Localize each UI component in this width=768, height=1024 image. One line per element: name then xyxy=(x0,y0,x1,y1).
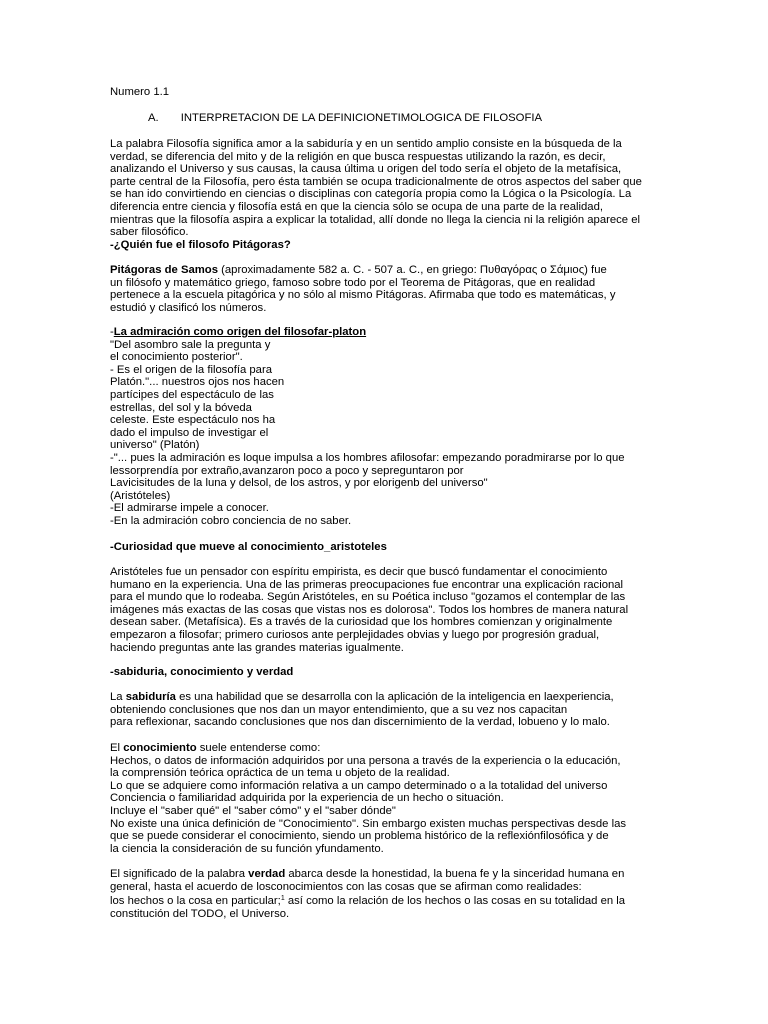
verdad-line: constitución del TODO, el Universo. xyxy=(110,907,290,920)
heading-number: Numero 1.1 xyxy=(110,86,170,98)
conocimiento-line: la comprensión teórica opráctica de un tema u objeto de la realidad. xyxy=(110,767,450,780)
intro-line: diferencia entre ciencia y filosofía está en que la ciencia sólo se ocupa de una parte de la realidad, xyxy=(110,200,603,213)
curiosidad-line: para el mundo que lo rodeaba. Según Aristóteles, en su Poética incluso "gozamos el contemplar de las xyxy=(110,591,626,604)
sabiduria-term: sabiduría xyxy=(125,691,176,703)
verdad-term: verdad xyxy=(248,868,286,880)
intro-line: mientras que la filosofía aspira a explicar la totalidad, allí donde no llega la ciencia ni la religión aparece el xyxy=(110,213,641,226)
footnote-marker[interactable]: 1 xyxy=(280,895,285,903)
conocimiento-line: Conciencia o familiaridad adquirida por la experiencia de un hecho o situación. xyxy=(110,792,504,805)
pitagoras-line: pertenece a la escuela pitagórica y no sólo al mismo Pitágoras. Afirmaba que todo es matemáticas, y xyxy=(110,289,616,302)
intro-line: parte central de la Filosofía, pero ésta también se ocupa tradicionalmente de otros aspectos del saber que xyxy=(110,175,642,188)
conocimiento-line: que se puede considerar el conocimiento, siendo un problema histórico de la reflexiónfilosófica y de xyxy=(110,830,609,843)
section-a-title xyxy=(110,112,640,125)
intro-line: verdad, se diferencia del mito y de la religión en que busca respuestas utilizando la razón, es decir, xyxy=(110,150,606,163)
admiracion-line: universo" (Platón) xyxy=(110,439,200,452)
admiracion-section: -La admiración como origen del filosofar-platon "Del asombro sale la pregunta y el conocimiento posterior". - Es el origen de la filosofía para Platón."... nuestros ojos nos hacen partícipes del espectáculo de las estrellas, del sol y la bóveda celeste. Este espectáculo nos ha dado el impulso de investigar el universo" (Platón) -"... pues la admiración es loque impulsa a los hombres afilosofar: empezando poradmirarse por lo que lessorprendía por extraño,avanzaron poco a poco y sepreguntaron por Lavicisitudes de la luna y delsol, de los astros, y por elorigenb del universo" (Aristóteles) -El admirarse impele a conocer. -En la admiración cobro conciencia de no saber. xyxy=(110,326,640,528)
admiracion-line: Platón."... nuestros ojos nos hacen xyxy=(110,376,285,389)
admiracion-line: celeste. Este espectáculo nos ha xyxy=(110,414,276,427)
admiracion-line: - Es el origen de la filosofía para xyxy=(110,363,273,376)
admiracion-line: (Aristóteles) xyxy=(110,489,171,502)
conocimiento-line: Incluye el "saber qué" el "saber cómo" y el "saber dónde" xyxy=(110,804,396,817)
verdad-line: general, hasta el acuerdo de losconocimientos con las cosas que se afirman como realidades: xyxy=(110,880,582,893)
admiracion-line: estrellas, del sol y la bóveda xyxy=(110,401,252,414)
admiracion-line: partícipes del espectáculo de las xyxy=(110,388,274,401)
curiosidad-line: empezaron a filosofar; primero curiosos ante perplejidades obvias y luego por progresión gradual, xyxy=(110,628,600,641)
conocimiento-line: Hechos, o datos de información adquiridos por una persona a través de la experiencia o la educación, xyxy=(110,754,621,767)
conocimiento-line: No existe una única definición de "Conocimiento". Sin embargo existen muchas perspectivas desde las xyxy=(110,817,627,830)
curiosidad-line: desean saber. (Metafísica). Es a través de la curiosidad que los hombres comienzan y originalmente xyxy=(110,616,613,629)
section-a-marker: A. xyxy=(148,112,159,124)
curiosidad-line: Aristóteles fue un pensador con espíritu empirista, es decir que buscó fundamentar el conocimiento xyxy=(110,566,608,578)
curiosidad-line: haciendo preguntas ante las grandes materias igualmente. xyxy=(110,641,404,654)
pitagoras-line: un filósofo y matemático griego, famoso sobre todo por el Teorema de Pitágoras, que en realidad xyxy=(110,276,596,289)
curiosidad-line: imágenes más exactas de las cosas que vistas nos es dolorosa". Todos los hombres de manera natural xyxy=(110,603,629,616)
intro-line: saber filosófico. xyxy=(110,226,189,239)
intro-line: analizando el Universo y sus causas, la causa última u origen del todo sería el objeto de la metafísica, xyxy=(110,163,622,176)
pitagoras-line: estudió y clasificó los números. xyxy=(110,301,267,314)
admiracion-heading: La admiración como origen del filosofar-platon xyxy=(113,326,367,338)
conocimiento-line: Lo que se adquiere como información relativa a un campo determinado o a la totalidad del universo xyxy=(110,779,608,792)
intro-line: La palabra Filosofía significa amor a la sabiduría y en un sentido amplio consiste en la búsqueda de la xyxy=(110,138,622,150)
conocimiento-line: la ciencia la consideración de su función yfundamento. xyxy=(110,842,384,855)
pitagoras-paragraph xyxy=(110,264,640,314)
pitagoras-line: (aproximadamente 582 a. C. - 507 a. C., en griego: Πυθαγόρας ο Σάμιος) fue xyxy=(218,264,607,276)
section-a-heading: INTERPRETACION DE LA DEFINICIONETIMOLOGICA DE FILOSOFIA xyxy=(180,112,543,124)
admiracion-line: -El admirarse impele a conocer. xyxy=(110,502,269,515)
verdad-paragraph: El significado de la palabra verdad abarca desde la honestidad, la buena fe y la sinceridad humana en general, hasta el acuerdo de losconocimientos con las cosas que se afirman como realidades: los hechos o la cosa en particular;$^1$ así como la relación de los hechos o las cosas en su totalidad en la constitución del TODO, el Universo. xyxy=(110,868,640,920)
sabiduria-paragraph: La sabiduría es una habilidad que se desarrolla con la aplicación de la inteligencia en laexperiencia, obteniendo conclusiones que nos dan un mayor entendimiento, que a su vez nos capacitan para reflexionar, sacando conclusiones que nos dan discernimiento de la verdad, lobueno y lo malo. xyxy=(110,691,640,729)
sabiduria-heading: -sabiduria, conocimiento y verdad xyxy=(110,666,294,678)
conocimiento-paragraph: El conocimiento suele entenderse como: Hechos, o datos de información adquiridos por una persona a través de la experiencia o la educación, la comprensión teórica opráctica de un tema u objeto de la realidad. Lo que se adquiere como información relativa a un campo determinado o a la totalidad del universo Conciencia o familiaridad adquirida por la experiencia de un hecho o situación. Incluye el "saber qué" el "saber cómo" y el "saber dónde" No existe una única definición de "Conocimiento". Sin embargo existen muchas perspectivas desde las que se puede considerar el conocimiento, siendo un problema histórico de la reflexiónfilosófica y de la ciencia la consideración de su función yfundamento. xyxy=(110,742,640,855)
admiracion-line: "Del asombro sale la pregunta y xyxy=(110,338,271,351)
intro-paragraph xyxy=(110,138,640,251)
admiracion-line: lessorprendía por extraño,avanzaron poco a poco y sepreguntaron por xyxy=(110,464,464,477)
admiracion-line: -"... pues la admiración es loque impulsa a los hombres afilosofar: empezando poradmirarse por lo que xyxy=(110,451,625,464)
curiosidad-heading: -Curiosidad que mueve al conocimiento_aristoteles xyxy=(110,541,387,553)
conocimiento-term: conocimiento xyxy=(123,742,197,754)
admiracion-line: Lavicisitudes de la luna y delsol, de los astros, y por elorigenb del universo" xyxy=(110,477,488,490)
intro-line: se han ido convirtiendo en ciencias o disciplinas con categoría propia como la Lógica o la Psicología. La xyxy=(110,188,632,201)
admiracion-line: -En la admiración cobro conciencia de no saber. xyxy=(110,514,352,527)
sabiduria-line: obteniendo conclusiones que nos dan un mayor entendimiento, que a su vez nos capacitan xyxy=(110,703,568,716)
curiosidad-line: humano en la experiencia. Una de las primeras preocupaciones fue encontrar una explicación racional xyxy=(110,578,624,591)
pitagoras-question: -¿Quién fue el filosofo Pitágoras? xyxy=(110,238,291,251)
admiracion-line: el conocimiento posterior". xyxy=(110,351,243,364)
admiracion-line: dado el impulso de investigar el xyxy=(110,426,269,439)
pitagoras-name: Pitágoras de Samos xyxy=(110,264,218,276)
sabiduria-line: para reflexionar, sacando conclusiones que nos dan discernimiento de la verdad, lobueno y lo malo. xyxy=(110,716,610,729)
curiosidad-paragraph xyxy=(110,566,640,654)
